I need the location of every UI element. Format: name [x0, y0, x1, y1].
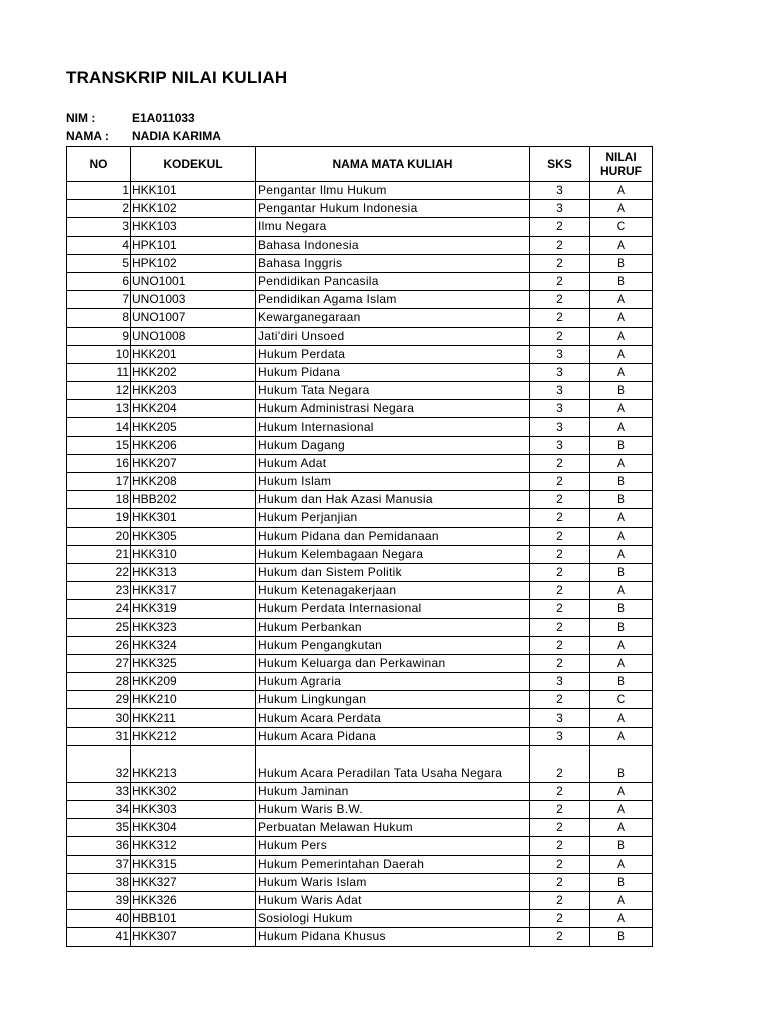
row-no: 22: [67, 563, 131, 581]
row-no: 14: [67, 418, 131, 436]
row-nilai-huruf: B: [590, 600, 653, 618]
row-no: 4: [67, 236, 131, 254]
row-nilai-huruf: A: [590, 418, 653, 436]
row-kodekul: HKK205: [131, 418, 256, 436]
row-nilai-huruf: A: [590, 454, 653, 472]
row-sks: 3: [530, 400, 590, 418]
table-row: [67, 272, 653, 290]
row-nama-mata-kuliah: Hukum Islam: [256, 473, 530, 491]
row-no: 30: [67, 709, 131, 727]
row-nama-mata-kuliah: Hukum Perbankan: [256, 618, 530, 636]
row-kodekul: HKK310: [131, 545, 256, 563]
table-row: [67, 819, 653, 837]
row-sks: 2: [530, 873, 590, 891]
row-nama-mata-kuliah: Hukum Acara Perdata: [256, 709, 530, 727]
row-kodekul: HKK103: [131, 218, 256, 236]
row-no: 9: [67, 327, 131, 345]
table-row: [67, 654, 653, 672]
table-header: [67, 147, 653, 182]
row-nama-mata-kuliah: Hukum Adat: [256, 454, 530, 472]
row-kodekul: HKK207: [131, 454, 256, 472]
row-no: 7: [67, 291, 131, 309]
row-nama-mata-kuliah: Hukum Lingkungan: [256, 691, 530, 709]
row-kodekul: HKK312: [131, 837, 256, 855]
row-kodekul: HKK101: [131, 182, 256, 200]
row-nilai-huruf: A: [590, 819, 653, 837]
row-sks: 2: [530, 801, 590, 819]
row-kodekul: HKK313: [131, 563, 256, 581]
row-nama-mata-kuliah: Hukum Agraria: [256, 673, 530, 691]
table-row: [67, 200, 653, 218]
row-kodekul: HKK212: [131, 727, 256, 745]
row-no: 39: [67, 891, 131, 909]
row-nilai-huruf: B: [590, 473, 653, 491]
row-sks: 2: [530, 236, 590, 254]
table-row: [67, 891, 653, 909]
row-no: 33: [67, 782, 131, 800]
row-no: 38: [67, 873, 131, 891]
table-row: [67, 727, 653, 745]
table-row: [67, 636, 653, 654]
row-kodekul: HKK307: [131, 928, 256, 946]
row-nilai-huruf: A: [590, 527, 653, 545]
row-nama-mata-kuliah: Hukum Internasional: [256, 418, 530, 436]
row-nama-mata-kuliah: Hukum Tata Negara: [256, 382, 530, 400]
row-nilai-huruf: A: [590, 545, 653, 563]
header-nama-mata-kuliah: NAMA MATA KULIAH: [256, 147, 530, 182]
row-nilai-huruf: B: [590, 928, 653, 946]
table-row: [67, 400, 653, 418]
row-kodekul: HKK324: [131, 636, 256, 654]
table-row: [67, 855, 653, 873]
row-nama-mata-kuliah: Hukum dan Sistem Politik: [256, 563, 530, 581]
row-sks: 3: [530, 709, 590, 727]
header-nilai-huruf: [590, 147, 653, 182]
row-nama-mata-kuliah: Sosiologi Hukum: [256, 910, 530, 928]
row-nilai-huruf: A: [590, 345, 653, 363]
row-no: 40: [67, 910, 131, 928]
table-row: [67, 309, 653, 327]
row-nilai-huruf: A: [590, 636, 653, 654]
table-row: [67, 801, 653, 819]
row-no: 1: [67, 182, 131, 200]
row-nilai-huruf: B: [590, 272, 653, 290]
row-nama-mata-kuliah: Hukum Waris B.W.: [256, 801, 530, 819]
row-sks: 3: [530, 182, 590, 200]
row-kodekul: HKK211: [131, 709, 256, 727]
table-row: [67, 382, 653, 400]
row-sks: 2: [530, 582, 590, 600]
row-no: 25: [67, 618, 131, 636]
row-nama-mata-kuliah: Hukum Waris Islam: [256, 873, 530, 891]
table-row: [67, 873, 653, 891]
row-sks: 2: [530, 782, 590, 800]
table-row: [67, 236, 653, 254]
row-nama-mata-kuliah: Ilmu Negara: [256, 218, 530, 236]
row-nilai-huruf: B: [590, 618, 653, 636]
nim-value: E1A011033: [132, 111, 195, 125]
row-nilai-huruf: A: [590, 654, 653, 672]
row-nama-mata-kuliah: Hukum Keluarga dan Perkawinan: [256, 654, 530, 672]
row-nilai-huruf: B: [590, 673, 653, 691]
row-sks: 2: [530, 910, 590, 928]
row-no: 2: [67, 200, 131, 218]
row-nama-mata-kuliah: Bahasa Inggris: [256, 254, 530, 272]
table-row: [67, 910, 653, 928]
row-sks: 3: [530, 200, 590, 218]
row-no: 27: [67, 654, 131, 672]
row-sks: 3: [530, 363, 590, 381]
row-no: 35: [67, 819, 131, 837]
row-sks: 2: [530, 454, 590, 472]
table-row: [67, 563, 653, 581]
row-nama-mata-kuliah: Kewarganegaraan: [256, 309, 530, 327]
row-nama-mata-kuliah: Pendidikan Pancasila: [256, 272, 530, 290]
row-kodekul: UNO1007: [131, 309, 256, 327]
row-sks: 2: [530, 491, 590, 509]
row-nama-mata-kuliah: Hukum Pidana: [256, 363, 530, 381]
table-row: [67, 473, 653, 491]
row-nilai-huruf: B: [590, 436, 653, 454]
row-no: 23: [67, 582, 131, 600]
row-no: 28: [67, 673, 131, 691]
row-sks: 2: [530, 891, 590, 909]
row-no: 18: [67, 491, 131, 509]
row-kodekul: HKK302: [131, 782, 256, 800]
table-row: [67, 327, 653, 345]
row-sks: 3: [530, 418, 590, 436]
row-sks: 2: [530, 928, 590, 946]
row-sks: 2: [530, 291, 590, 309]
table-row: [67, 582, 653, 600]
row-kodekul: HKK305: [131, 527, 256, 545]
row-nilai-huruf: B: [590, 491, 653, 509]
row-sks: 2: [530, 837, 590, 855]
row-sks: 2: [530, 654, 590, 672]
row-kodekul: HKK323: [131, 618, 256, 636]
row-no: 34: [67, 801, 131, 819]
row-no: 16: [67, 454, 131, 472]
row-no: 11: [67, 363, 131, 381]
row-nama-mata-kuliah: Bahasa Indonesia: [256, 236, 530, 254]
table-row: [67, 418, 653, 436]
row-no: 37: [67, 855, 131, 873]
row-nilai-huruf: A: [590, 855, 653, 873]
table-row: [67, 782, 653, 800]
row-sks: 2: [530, 600, 590, 618]
header-no: NO: [67, 147, 131, 182]
row-sks: 2: [530, 509, 590, 527]
row-nilai-huruf: A: [590, 910, 653, 928]
row-nama-mata-kuliah: Hukum Pidana Khusus: [256, 928, 530, 946]
row-nilai-huruf: A: [590, 363, 653, 381]
row-sks: 2: [530, 618, 590, 636]
table-row: [67, 527, 653, 545]
row-kodekul: HKK319: [131, 600, 256, 618]
table-row: [67, 545, 653, 563]
row-no: 15: [67, 436, 131, 454]
row-nilai-huruf: C: [590, 691, 653, 709]
row-nama-mata-kuliah: Hukum Pidana dan Pemidanaan: [256, 527, 530, 545]
row-no: 5: [67, 254, 131, 272]
nama-line: [66, 129, 221, 143]
row-kodekul: UNO1003: [131, 291, 256, 309]
row-sks: 2: [530, 272, 590, 290]
row-nama-mata-kuliah: Hukum Kelembagaan Negara: [256, 545, 530, 563]
row-nama-mata-kuliah: Jati'diri Unsoed: [256, 327, 530, 345]
table-row: [67, 709, 653, 727]
row-nilai-huruf: B: [590, 873, 653, 891]
row-sks: 3: [530, 727, 590, 745]
row-sks: 3: [530, 345, 590, 363]
row-nilai-huruf: B: [590, 563, 653, 581]
row-nama-mata-kuliah: Hukum Pers: [256, 837, 530, 855]
row-kodekul: HKK206: [131, 436, 256, 454]
row-nama-mata-kuliah: Hukum Perdata Internasional: [256, 600, 530, 618]
row-nilai-huruf: C: [590, 218, 653, 236]
transcript-table: [66, 146, 653, 947]
table-row: [67, 837, 653, 855]
table-row: [67, 436, 653, 454]
row-nilai-huruf: A: [590, 236, 653, 254]
row-no: 24: [67, 600, 131, 618]
row-kodekul: HPK101: [131, 236, 256, 254]
row-nilai-huruf: B: [590, 745, 653, 782]
row-kodekul: HPK102: [131, 254, 256, 272]
row-nama-mata-kuliah: Perbuatan Melawan Hukum: [256, 819, 530, 837]
row-nilai-huruf: A: [590, 182, 653, 200]
row-kodekul: UNO1001: [131, 272, 256, 290]
row-sks: 2: [530, 691, 590, 709]
header-kodekul: KODEKUL: [131, 147, 256, 182]
row-kodekul: HKK327: [131, 873, 256, 891]
table-row: [67, 928, 653, 946]
row-sks: 2: [530, 309, 590, 327]
row-nilai-huruf: A: [590, 782, 653, 800]
table-row: [67, 491, 653, 509]
row-nama-mata-kuliah: Hukum Acara Pidana: [256, 727, 530, 745]
row-kodekul: HKK315: [131, 855, 256, 873]
table-row: [67, 691, 653, 709]
row-kodekul: HKK209: [131, 673, 256, 691]
row-kodekul: HBB101: [131, 910, 256, 928]
row-no: 26: [67, 636, 131, 654]
row-sks: 2: [530, 473, 590, 491]
row-nama-mata-kuliah: Pendidikan Agama Islam: [256, 291, 530, 309]
document-title: TRANSKRIP NILAI KULIAH: [66, 68, 288, 87]
row-nama-mata-kuliah: Hukum Perdata: [256, 345, 530, 363]
row-nilai-huruf: A: [590, 400, 653, 418]
nama-value: NADIA KARIMA: [132, 129, 221, 143]
row-nama-mata-kuliah: Pengantar Ilmu Hukum: [256, 182, 530, 200]
row-nilai-huruf: A: [590, 727, 653, 745]
row-sks: 2: [530, 545, 590, 563]
row-sks: 3: [530, 436, 590, 454]
row-no: 6: [67, 272, 131, 290]
row-sks: 2: [530, 218, 590, 236]
row-nilai-huruf: A: [590, 200, 653, 218]
nim-line: [66, 111, 195, 125]
row-kodekul: HKK325: [131, 654, 256, 672]
table-row: [67, 218, 653, 236]
row-sks: 2: [530, 855, 590, 873]
row-sks: 2: [530, 745, 590, 782]
row-kodekul: HKK102: [131, 200, 256, 218]
row-nama-mata-kuliah: Hukum Administrasi Negara: [256, 400, 530, 418]
row-kodekul: HKK317: [131, 582, 256, 600]
row-nama-mata-kuliah: Hukum Dagang: [256, 436, 530, 454]
row-no: 20: [67, 527, 131, 545]
table-row: [67, 509, 653, 527]
row-no: 36: [67, 837, 131, 855]
row-no: 41: [67, 928, 131, 946]
row-nama-mata-kuliah: Pengantar Hukum Indonesia: [256, 200, 530, 218]
row-kodekul: HKK210: [131, 691, 256, 709]
nama-label: NAMA :: [66, 129, 109, 143]
row-kodekul: HKK203: [131, 382, 256, 400]
row-kodekul: HKK326: [131, 891, 256, 909]
header-nilai-line2: HURUF: [600, 164, 642, 178]
row-kodekul: HKK213: [131, 745, 256, 782]
table-row: [67, 345, 653, 363]
row-no: 19: [67, 509, 131, 527]
table-row: [67, 291, 653, 309]
table-row: [67, 182, 653, 200]
row-sks: 2: [530, 327, 590, 345]
row-nilai-huruf: A: [590, 582, 653, 600]
row-nilai-huruf: A: [590, 891, 653, 909]
header-sks: SKS: [530, 147, 590, 182]
row-kodekul: HKK201: [131, 345, 256, 363]
row-no: 3: [67, 218, 131, 236]
table-row: [67, 618, 653, 636]
row-nilai-huruf: A: [590, 291, 653, 309]
row-nama-mata-kuliah: Hukum Perjanjian: [256, 509, 530, 527]
row-no: 31: [67, 727, 131, 745]
row-no: 13: [67, 400, 131, 418]
row-nama-mata-kuliah: Hukum Pemerintahan Daerah: [256, 855, 530, 873]
table-row: [67, 363, 653, 381]
row-sks: 2: [530, 563, 590, 581]
row-sks: 3: [530, 382, 590, 400]
row-nilai-huruf: A: [590, 709, 653, 727]
table-row: [67, 673, 653, 691]
row-nilai-huruf: A: [590, 801, 653, 819]
row-nilai-huruf: B: [590, 254, 653, 272]
row-nama-mata-kuliah: Hukum Jaminan: [256, 782, 530, 800]
row-nilai-huruf: A: [590, 327, 653, 345]
table-body: [67, 182, 653, 947]
row-nama-mata-kuliah: Hukum Acara Peradilan Tata Usaha Negara: [256, 745, 530, 782]
table-row: [67, 454, 653, 472]
header-row: [67, 147, 653, 182]
table-row: [67, 254, 653, 272]
row-nama-mata-kuliah: Hukum Ketenagakerjaan: [256, 582, 530, 600]
row-kodekul: HKK304: [131, 819, 256, 837]
row-no: 29: [67, 691, 131, 709]
row-kodekul: HKK303: [131, 801, 256, 819]
row-kodekul: HKK204: [131, 400, 256, 418]
row-kodekul: HBB202: [131, 491, 256, 509]
row-sks: 2: [530, 819, 590, 837]
row-nama-mata-kuliah: Hukum Waris Adat: [256, 891, 530, 909]
table-row: [67, 745, 653, 782]
row-sks: 3: [530, 673, 590, 691]
row-kodekul: HKK208: [131, 473, 256, 491]
row-nilai-huruf: A: [590, 309, 653, 327]
row-sks: 2: [530, 254, 590, 272]
row-nilai-huruf: A: [590, 509, 653, 527]
row-nama-mata-kuliah: Hukum dan Hak Azasi Manusia: [256, 491, 530, 509]
row-kodekul: HKK202: [131, 363, 256, 381]
row-no: 10: [67, 345, 131, 363]
row-no: 8: [67, 309, 131, 327]
header-nilai-line1: NILAI: [605, 150, 637, 164]
row-sks: 2: [530, 636, 590, 654]
table-row: [67, 600, 653, 618]
row-no: 21: [67, 545, 131, 563]
row-nilai-huruf: B: [590, 837, 653, 855]
row-sks: 2: [530, 527, 590, 545]
row-nama-mata-kuliah: Hukum Pengangkutan: [256, 636, 530, 654]
row-kodekul: UNO1008: [131, 327, 256, 345]
nim-label: NIM :: [66, 111, 96, 125]
row-kodekul: HKK301: [131, 509, 256, 527]
row-no: 17: [67, 473, 131, 491]
row-no: 32: [67, 745, 131, 782]
row-no: 12: [67, 382, 131, 400]
row-nilai-huruf: B: [590, 382, 653, 400]
